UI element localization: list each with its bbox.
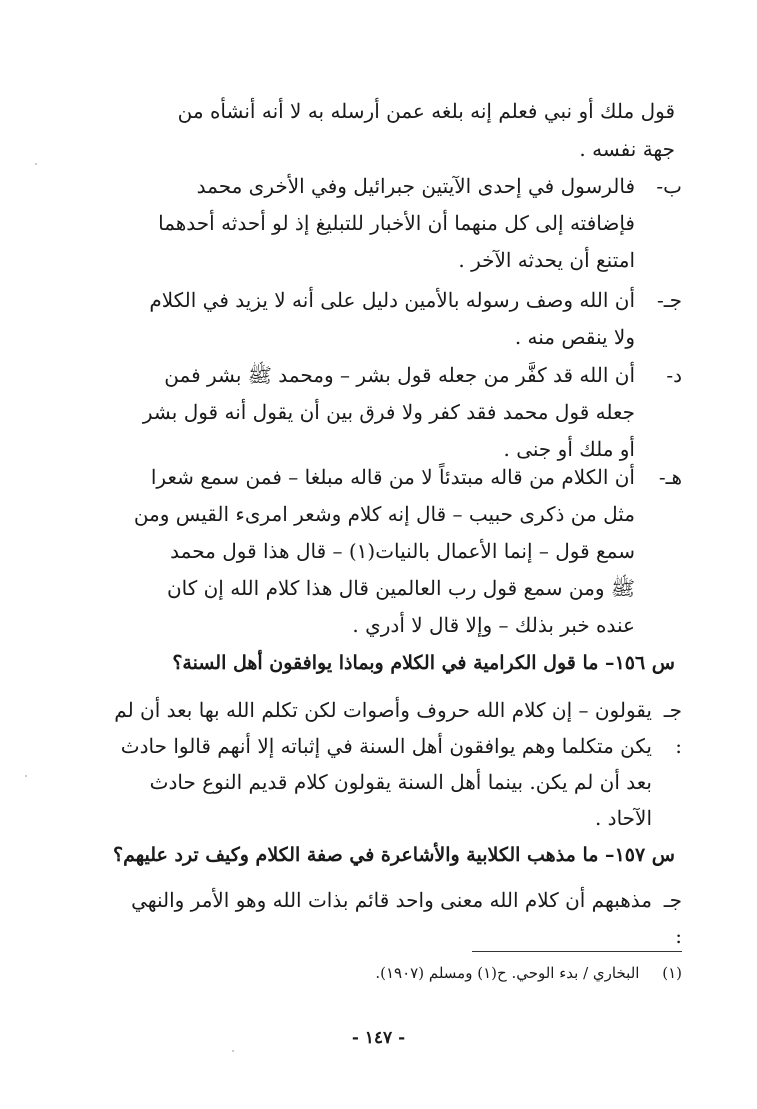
intro-paragraph xyxy=(92,92,675,168)
list-item-b xyxy=(92,168,682,279)
scan-speck xyxy=(35,163,37,165)
text-line: مذهبهم أن كلام الله معنى واحد قائم بذات الله وهو الأمر والنهي xyxy=(131,888,652,912)
text-line: فالرسول في إحدى الآيتين جبرائيل وفي الأخرى محمد xyxy=(196,174,635,198)
text-line: فإضافته إلى كل منهما أن الأخبار للتبليغ إذ لو أحدثه أحدهما xyxy=(158,211,635,235)
footnote-divider xyxy=(472,951,682,952)
text-line: أو ملك أو جنى . xyxy=(503,437,635,461)
list-item-d xyxy=(92,357,682,468)
text-line: سمع قول – إنما الأعمال بالنيات(١) – قال هذا قول محمد xyxy=(170,539,635,563)
footnote xyxy=(92,962,682,984)
text-line: ﷺ ومن سمع قول رب العالمين قال هذا كلام الله إن كان xyxy=(166,576,635,600)
text-line: أن الكلام من قاله مبتدئاً لا من قاله مبلغا – فمن سمع شعرا xyxy=(150,465,635,489)
answer-157 xyxy=(92,882,682,948)
text-line: جهة نفسه . xyxy=(579,137,675,161)
footnote-number: (١) xyxy=(662,964,682,982)
answer-156 xyxy=(92,692,682,836)
answer-marker: جـ : xyxy=(663,888,682,948)
text-line: مثل من ذكرى حبيب – قال إنه كلام وشعر امرىء القيس ومن xyxy=(133,502,635,526)
scan-speck xyxy=(25,775,27,777)
text-line: بعد أن لم يكن. بينما أهل السنة يقولون كلام قديم النوع حادث xyxy=(149,770,652,794)
text-line: ولا ينقص منه . xyxy=(514,325,635,349)
text-line: جعله قول محمد فقد كفر ولا فرق بين أن يقول أنه قول بشر xyxy=(142,400,635,424)
text-line: يكن متكلما وهم يوافقون أهل السنة في إثباته إلا أنهم قالوا حادث xyxy=(120,734,652,758)
question-heading-157: س ١٥٧– ما مذهب الكلابية والأشاعرة في صفة الكلام وكيف ترد عليهم؟ xyxy=(113,844,675,866)
text-line: قول ملك أو نبي فعلم إنه بلغه عمن أرسله به لا أنه أنشأه من xyxy=(177,99,675,123)
text-line: امتنع أن يحدثه الآخر . xyxy=(458,248,635,272)
scan-speck xyxy=(232,1050,234,1052)
item-marker: هـ- xyxy=(658,465,682,489)
answer-marker: جـ : xyxy=(663,698,682,758)
question-heading-156: س ١٥٦– ما قول الكرامية في الكلام وبماذا يوافقون أهل السنة؟ xyxy=(172,652,675,674)
list-item-j xyxy=(92,282,682,356)
page-number: - ١٤٧ - xyxy=(351,1028,406,1048)
item-marker: د- xyxy=(666,363,682,387)
list-item-h xyxy=(92,459,682,644)
text-line: يقولون – إن كلام الله حروف وأصوات لكن تكلم الله بها بعد أن لم xyxy=(114,698,652,722)
item-marker: ب- xyxy=(656,174,682,198)
footnote-text: البخاري / بدء الوحي. ح(١) ومسلم (١٩٠٧). xyxy=(375,964,640,982)
text-line: عنده خبر بذلك – وإلا قال لا أدري . xyxy=(352,613,635,637)
text-line: الآحاد . xyxy=(594,806,652,830)
text-line: أن الله قد كفَّر من جعله قول بشر – ومحمد ﷺ بشر فمن xyxy=(164,363,635,387)
text-line: أن الله وصف رسوله بالأمين دليل على أنه لا يزيد في الكلام xyxy=(149,288,635,312)
item-marker: جـ- xyxy=(657,288,682,312)
